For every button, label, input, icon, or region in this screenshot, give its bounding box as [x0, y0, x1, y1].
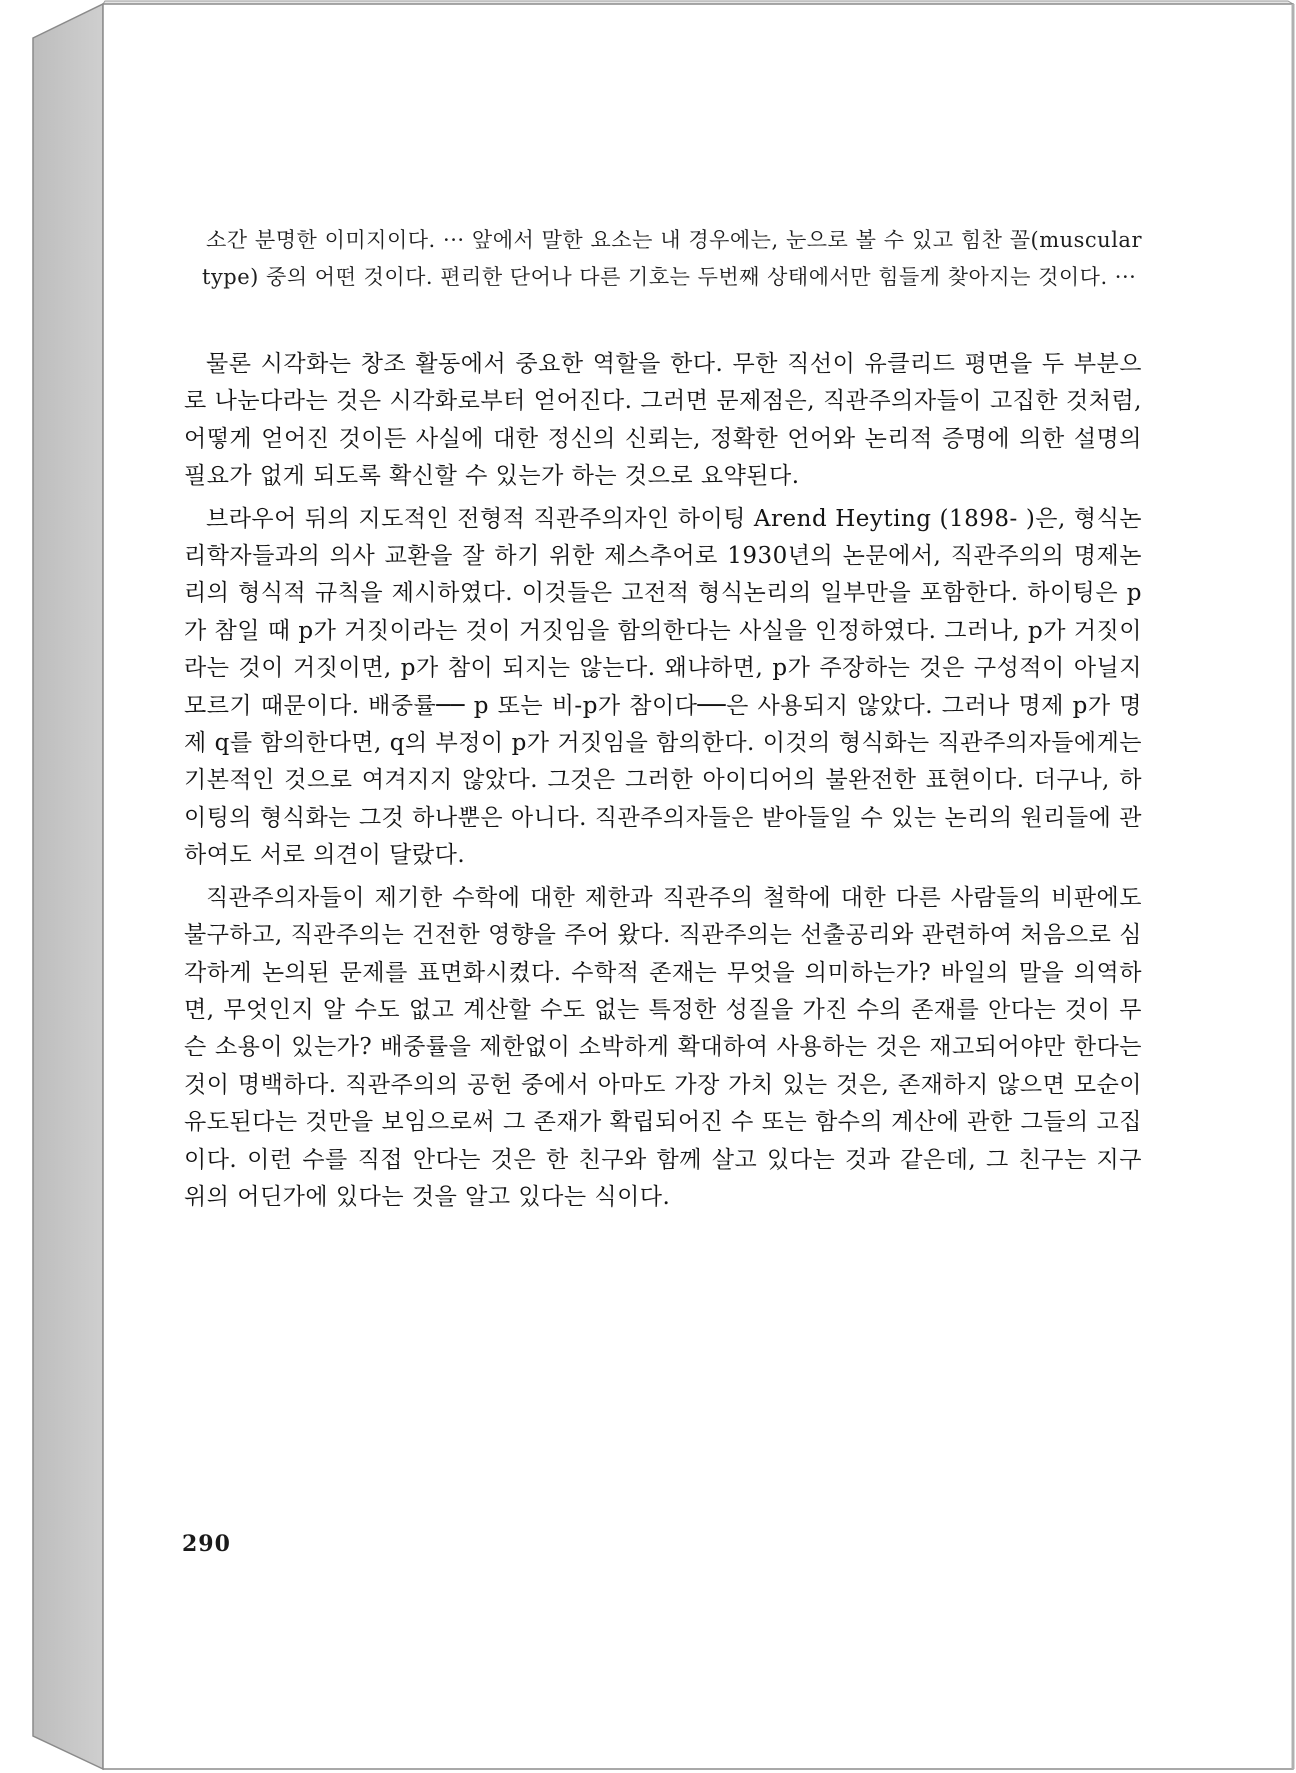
block-quote — [202, 222, 1142, 296]
block-quote-text: 소간 분명한 이미지이다. ··· 앞에서 말한 요소는 내 경우에는, 눈으로 볼 수 있고 힘찬 꼴(muscular type) 중의 어떤 것이다. 편리한 단어나 다른 기호는 두번째 상태에서만 힘들게 찾아지는 것이다. ··· — [202, 228, 1142, 289]
book-spine — [33, 4, 103, 1769]
paragraph: 직관주의자들이 제기한 수학에 대한 제한과 직관주의 철학에 대한 다른 사람들의 비판에도 불구하고, 직관주의는 건전한 영향을 주어 왔다. 직관주의는 선출공리와 관련하여 처음으로 심각하게 논의된 문제를 표면화시켰다. 수학적 존재는 무엇을 의미하는가? 바일의 말을 의역하면, 무엇인지 알 수도 없고 계산할 수도 없는 특정한 성질을 가진 수의 존재를 안다는 것이 무슨 소용이 있는가? 배중률을 제한없이 소박하게 확대하여 사용하는 것은 재고되어야만 한다는 것이 명백하다. 직관주의의 공헌 중에서 아마도 가장 가치 있는 것은, 존재하지 않으면 모순이 유도된다는 것만을 보임으로써 그 존재가 확립되어진 수 또는 함수의 계산에 관한 그들의 고집이다. 이런 수를 직접 안다는 것은 한 친구와 함께 살고 있다는 것과 같은데, 그 친구는 지구 위의 어딘가에 있다는 것을 알고 있다는 식이다. — [184, 884, 1142, 1210]
body-text — [184, 346, 1142, 1221]
paragraph: 물론 시각화는 창조 활동에서 중요한 역할을 한다. 무한 직선이 유클리드 평면을 두 부분으로 나눈다라는 것은 시각화로부터 얻어진다. 그러면 문제점은, 직관주의자들이 고집한 것처럼, 어떻게 얻어진 것이든 사실에 대한 정신의 신뢰는, 정확한 언어와 논리적 증명에 의한 설명의 필요가 없게 되도록 확신할 수 있는가 하는 것으로 요약된다. — [184, 351, 1142, 490]
paragraph: 브라우어 뒤의 지도적인 전형적 직관주의자인 하이팅 Arend Heyting (1898- )은, 형식논리학자들과의 의사 교환을 잘 하기 위한 제스추어로 1930년의 논문에서, 직관주의의 명제논리의 형식적 규칙을 제시하였다. 이것들은 고전적 형식논리의 일부만을 포함한다. 하이팅은 p가 참일 때 p가 거짓이라는 것이 거짓임을 함의한다는 사실을 인정하였다. 그러나, p가 거짓이라는 것이 거짓이면, p가 참이 되지는 않는다. 왜냐하면, p가 주장하는 것은 구성적이 아닐지 모르기 때문이다. 배중률── p 또는 비-p가 참이다──은 사용되지 않았다. 그러나 명제 p가 명제 q를 함의한다면, q의 부정이 p가 거짓임을 함의한다. 이것의 형식화는 직관주의자들에게는 기본적인 것으로 여겨지지 않았다. 그것은 그러한 아이디어의 불완전한 표현이다. 더구나, 하이팅의 형식화는 그것 하나뿐은 아니다. 직관주의자들은 받아들일 수 있는 논리의 원리들에 관하여도 서로 의견이 달랐다. — [184, 505, 1142, 869]
page-number: 290 — [182, 1531, 231, 1557]
